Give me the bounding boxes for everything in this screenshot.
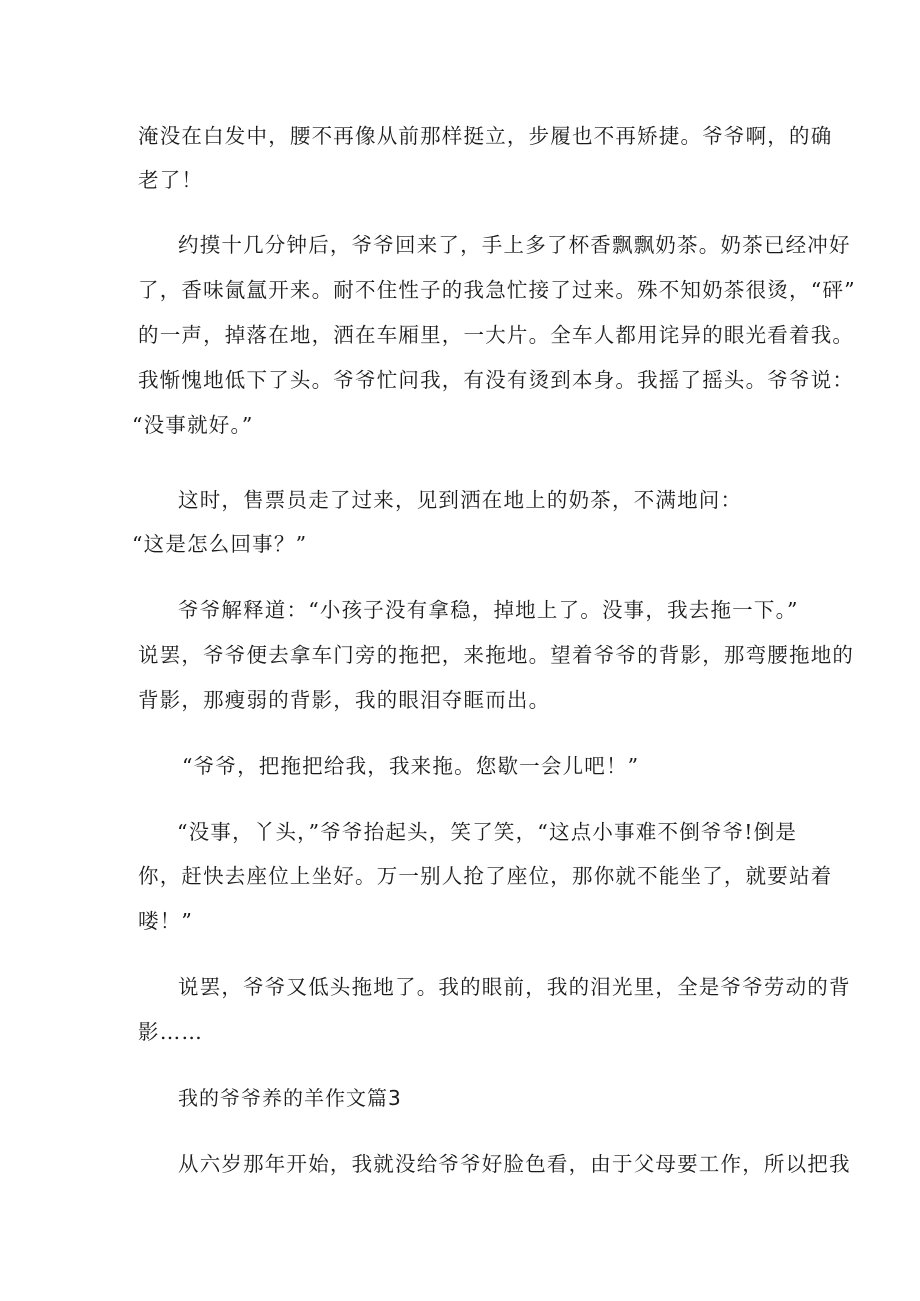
text-line: 影…… — [138, 1020, 204, 1044]
text-line: 说罢，爷爷又低头拖地了。我的眼前，我的泪光里，全是爷爷劳动的背 — [178, 975, 851, 999]
text-line: 说罢，爷爷便去拿车门旁的拖把，来拖地。望着爷爷的背影，那弯腰拖地的 — [138, 643, 855, 667]
text-line: “没事就好。” — [132, 413, 254, 437]
text-line: 你，赶快去座位上坐好。万一别人抢了座位，那你就不能坐了，就要站着 — [138, 864, 833, 888]
section-heading: 我的爷爷养的羊作文篇3 — [178, 1086, 402, 1110]
text-line: “爷爷，把拖把给我，我来拖。您歇一会儿吧！” — [182, 754, 640, 778]
text-line: 的一声，掉落在地，洒在车厢里，一大片。全车人都用诧异的眼光看着我。 — [138, 323, 855, 347]
text-line: 老了！ — [138, 168, 204, 192]
text-line: 这时，售票员走了过来，见到洒在地上的奶茶，不满地问： — [178, 488, 743, 512]
text-line: 了，香味氤氲开来。耐不住性子的我急忙接了过来。殊不知奶茶很烫，“砰” — [138, 278, 856, 302]
text-line: “没事，丫头，”爷爷抬起头，笑了笑，“这点小事难不倒爷爷!倒是 — [177, 820, 798, 844]
text-line: 从六岁那年开始，我就没给爷爷好脸色看，由于父母要工作，所以把我 — [178, 1152, 851, 1176]
text-line: 背影，那瘦弱的背影，我的眼泪夺眶而出。 — [138, 688, 551, 712]
text-line: 我惭愧地低下了头。爷爷忙问我，有没有烫到本身。我摇了摇头。爷爷说： — [138, 368, 855, 392]
text-line: 喽！” — [138, 909, 194, 933]
text-line: 爷爷解释道：“小孩子没有拿稳，掉地上了。没事，我去拖一下。” — [178, 598, 799, 622]
text-line: “这是怎么回事？” — [132, 532, 308, 556]
text-line: 淹没在白发中，腰不再像从前那样挺立，步履也不再矫捷。爷爷啊，的确 — [138, 124, 833, 148]
text-line: 约摸十几分钟后，爷爷回来了，手上多了杯香飘飘奶茶。奶茶已经冲好 — [178, 233, 851, 257]
